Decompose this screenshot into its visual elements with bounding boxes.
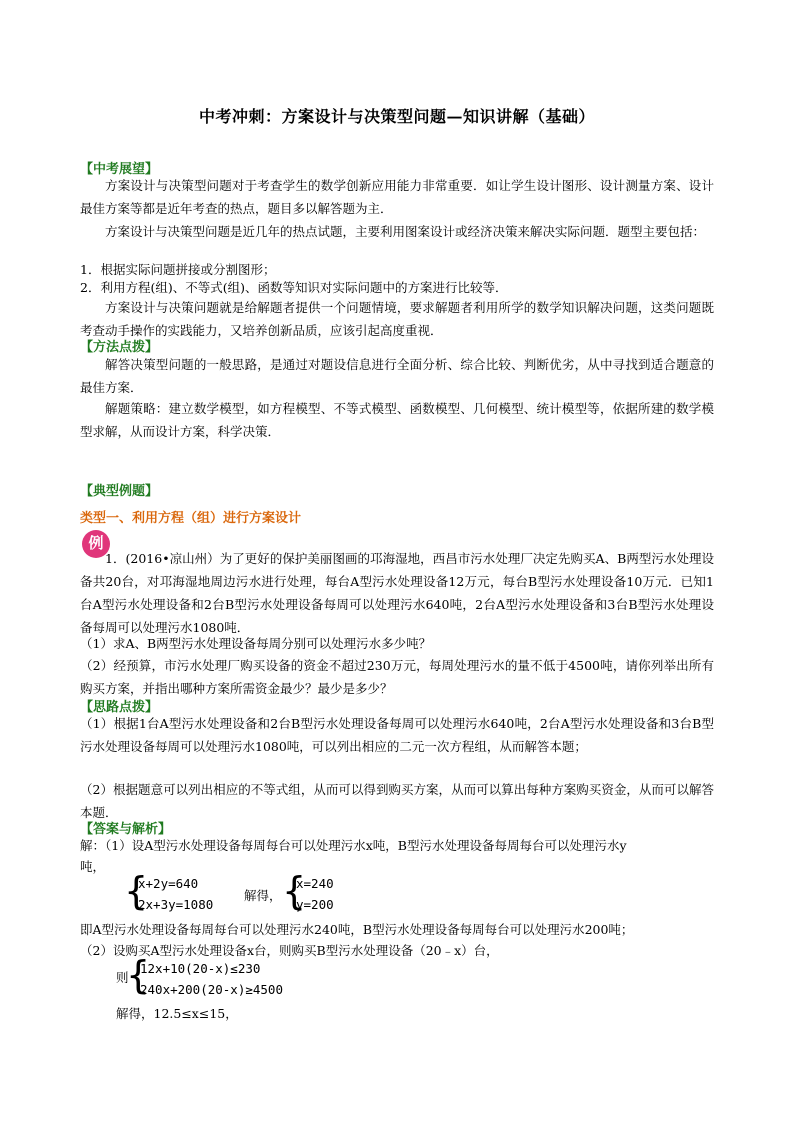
outlook-item-2: 2．利用方程(组)、不等式(组)、函数等知识对实际问题中的方案进行比较等．: [80, 280, 508, 295]
examples-heading: 【典型例题】: [80, 484, 159, 499]
system-1-equation-1: x+2y=640: [138, 876, 199, 891]
answer-line-1: 解：（1）设A型污水处理设备每周每台可以处理污水x吨，B型污水处理设备每周每台可以处理污水y: [80, 838, 627, 853]
outlook-paragraph-3: 方案设计与决策问题就是给解题者提供一个问题情境，要求解题者利用所学的数学知识解决问题，这类问题既考查动手操作的实践能力，又培养创新品质，应该引起高度重视．: [80, 300, 714, 338]
solution-y: y=200: [296, 897, 334, 912]
outlook-item-1: 1．根据实际问题拼接或分割图形；: [80, 262, 276, 277]
question-1: （1）求A、B两型污水处理设备每周分别可以处理污水多少吨？: [80, 636, 432, 651]
type1-heading: 类型一、利用方程（组）进行方案设计: [80, 511, 302, 526]
system-1-equation-2: 2x+3y=1080: [138, 897, 214, 912]
outlook-paragraph-2: 方案设计与决策型问题是近几年的热点试题，主要利用图案设计或经济决策来解决实际问题．题型主要包括：: [105, 224, 706, 239]
then-label: 则: [116, 970, 129, 985]
outlook-heading: 【中考展望】: [80, 162, 159, 177]
question-2: （2）经预算，市污水处理厂购买设备的资金不超过230万元，每周处理污水的量不低于4500吨，请你列举出所有购买方案，并指出哪种方案所需资金最少？最少是多少？: [80, 658, 714, 696]
solve-label: 解得，: [244, 888, 282, 903]
solution-x: x=240: [296, 876, 334, 891]
inequality-2: 240x+200(20-x)≥4500: [140, 982, 283, 997]
method-paragraph-1: 解答决策型问题的一般思路，是通过对题设信息进行全面分析、综合比较、判断优劣，从中寻找到适合题意的最佳方案．: [80, 357, 714, 395]
answer-line-2: （2）设购买A型污水处理设备x台，则购买B型污水处理设备（20﹣x）台，: [80, 943, 499, 958]
solution-brace: {: [282, 869, 307, 913]
example-badge: 例: [82, 530, 110, 558]
outlook-paragraph-1: 方案设计与决策型问题对于考查学生的数学创新应用能力非常重要．如让学生设计图形、设计测量方案、设计最佳方案等都是近年考查的热点，题目多以解答题为主．: [80, 178, 714, 216]
hint-paragraph-2: （2）根据题意可以列出相应的不等式组，从而可以得到购买方案，从而可以算出每种方案购买资金，从而可以解答本题．: [80, 782, 714, 820]
hint-paragraph-1: （1）根据1台A型污水处理设备和2台B型污水处理设备每周可以处理污水640吨，2台A型污水处理设备和3台B型污水处理设备每周可以处理污水1080吨，可以列出相应的二元一次方程组，从而解答本题；: [80, 716, 714, 754]
answer-line-1b: 吨，: [80, 859, 106, 874]
method-paragraph-2: 解题策略：建立数学模型，如方程模型、不等式模型、函数模型、几何模型、统计模型等，依据所建的数学模型求解，从而设计方案，科学决策．: [80, 401, 714, 439]
method-heading: 【方法点拨】: [80, 340, 159, 355]
example-problem: 1．(2016•凉山州）为了更好的保护美丽图画的邛海湿地，西昌市污水处理厂决定先购买A、B两型污水处理设备共20台，对邛海湿地周边污水进行处理，每台A型污水处理设备12万元，每台B型污水处理设备10万元．已知1台A型污水处理设备和2台B型污水处理设备每周可以处理污水640吨，2台A型污水处理设备和3台B型污水处理设备每周可以处理污水1080吨．: [80, 551, 714, 635]
system-1-brace: {: [124, 869, 149, 913]
answer-heading: 【答案与解析】: [80, 822, 172, 837]
hint-heading: 【思路点拨】: [80, 700, 159, 715]
answer-line-2b: 解得，12.5≤x≤15，: [116, 1006, 238, 1021]
inequality-1: 12x+10(20-x)≤230: [140, 961, 261, 976]
system-2-brace: {: [126, 953, 151, 997]
answer-line-1c: 即A型污水处理设备每周每台可以处理污水240吨，B型污水处理设备每周每台可以处理污水200吨；: [80, 922, 634, 937]
page-title: 中考冲刺：方案设计与决策型问题—知识讲解（基础）: [198, 107, 595, 126]
